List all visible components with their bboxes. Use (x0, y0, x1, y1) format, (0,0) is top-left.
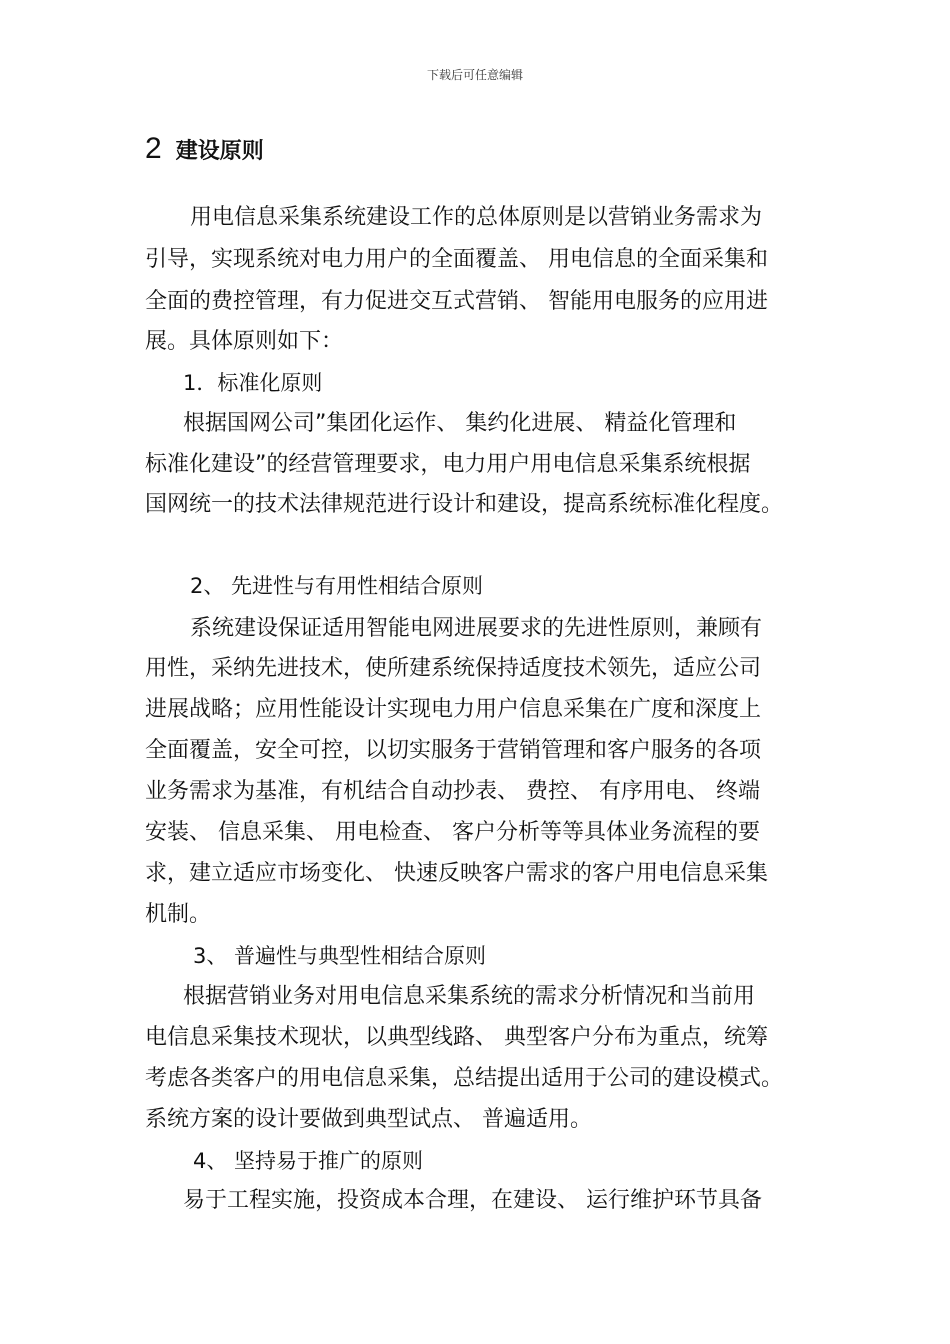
page-header: 下载后可任意编辑 (426, 68, 523, 82)
principle-heading: 4、 坚持易于推广的原则 (193, 1149, 424, 1173)
paragraph-line: 用性，采纳先进技术，使所建系统保持适度技术领先，适应公司 (145, 656, 762, 681)
paragraph-line: 业务需求为基准，有机结合自动抄表、 费控、 有序用电、 终端 (145, 779, 760, 804)
paragraph-line: 求，建立适应市场变化、 快速反映客户需求的客户用电信息采集 (145, 861, 768, 886)
paragraph-line: 国网统一的技术法律规范进行设计和建设，提高系统标准化程度。 (145, 492, 784, 517)
paragraph-line: 机制。 (145, 902, 212, 927)
paragraph-line: 标准化建设”的经营管理要求，电力用户用电信息采集系统根据 (145, 452, 751, 477)
paragraph-line: 用电信息采集系统建设工作的总体原则是以营销业务需求为 (190, 205, 763, 230)
section-number: 2 (145, 132, 162, 165)
principle-heading: 3、 普遍性与典型性相结合原则 (193, 944, 487, 968)
principle-heading: 2、 先进性与有用性相结合原则 (190, 574, 484, 598)
paragraph-line: 展。具体原则如下： (145, 329, 344, 354)
paragraph-line: 系统方案的设计要做到典型试点、 普遍适用。 (145, 1107, 592, 1132)
paragraph-line: 根据营销业务对用电信息采集系统的需求分析情况和当前用 (183, 984, 756, 1009)
principle-heading: 1．标准化原则 (183, 371, 323, 395)
paragraph-line: 系统建设保证适用智能电网进展要求的先进性原则，兼顾有 (190, 616, 763, 641)
paragraph-line: 易于工程实施，投资成本合理，在建设、 运行维护环节具备 (183, 1188, 762, 1213)
section-heading (145, 132, 264, 166)
paragraph-line: 考虑各类客户的用电信息采集，总结提出适用于公司的建设模式。 (145, 1066, 784, 1091)
paragraph-line: 根据国网公司”集团化运作、 集约化进展、 精益化管理和 (183, 411, 737, 436)
paragraph-line: 电信息采集技术现状，以典型线路、 典型客户分布为重点，统筹 (145, 1025, 768, 1050)
paragraph-line: 全面的费控管理，有力促进交互式营销、 智能用电服务的应用进 (145, 289, 768, 314)
section-title: 建设原则 (175, 138, 264, 164)
paragraph-line: 安装、 信息采集、 用电检查、 客户分析等等具体业务流程的要 (145, 820, 760, 845)
paragraph-line: 引导，实现系统对电力用户的全面覆盖、 用电信息的全面采集和 (145, 247, 768, 272)
paragraph-line: 全面覆盖，安全可控，以切实服务于营销管理和客户服务的各项 (145, 738, 762, 763)
paragraph-line: 进展战略；应用性能设计实现电力用户信息采集在广度和深度上 (145, 697, 762, 722)
